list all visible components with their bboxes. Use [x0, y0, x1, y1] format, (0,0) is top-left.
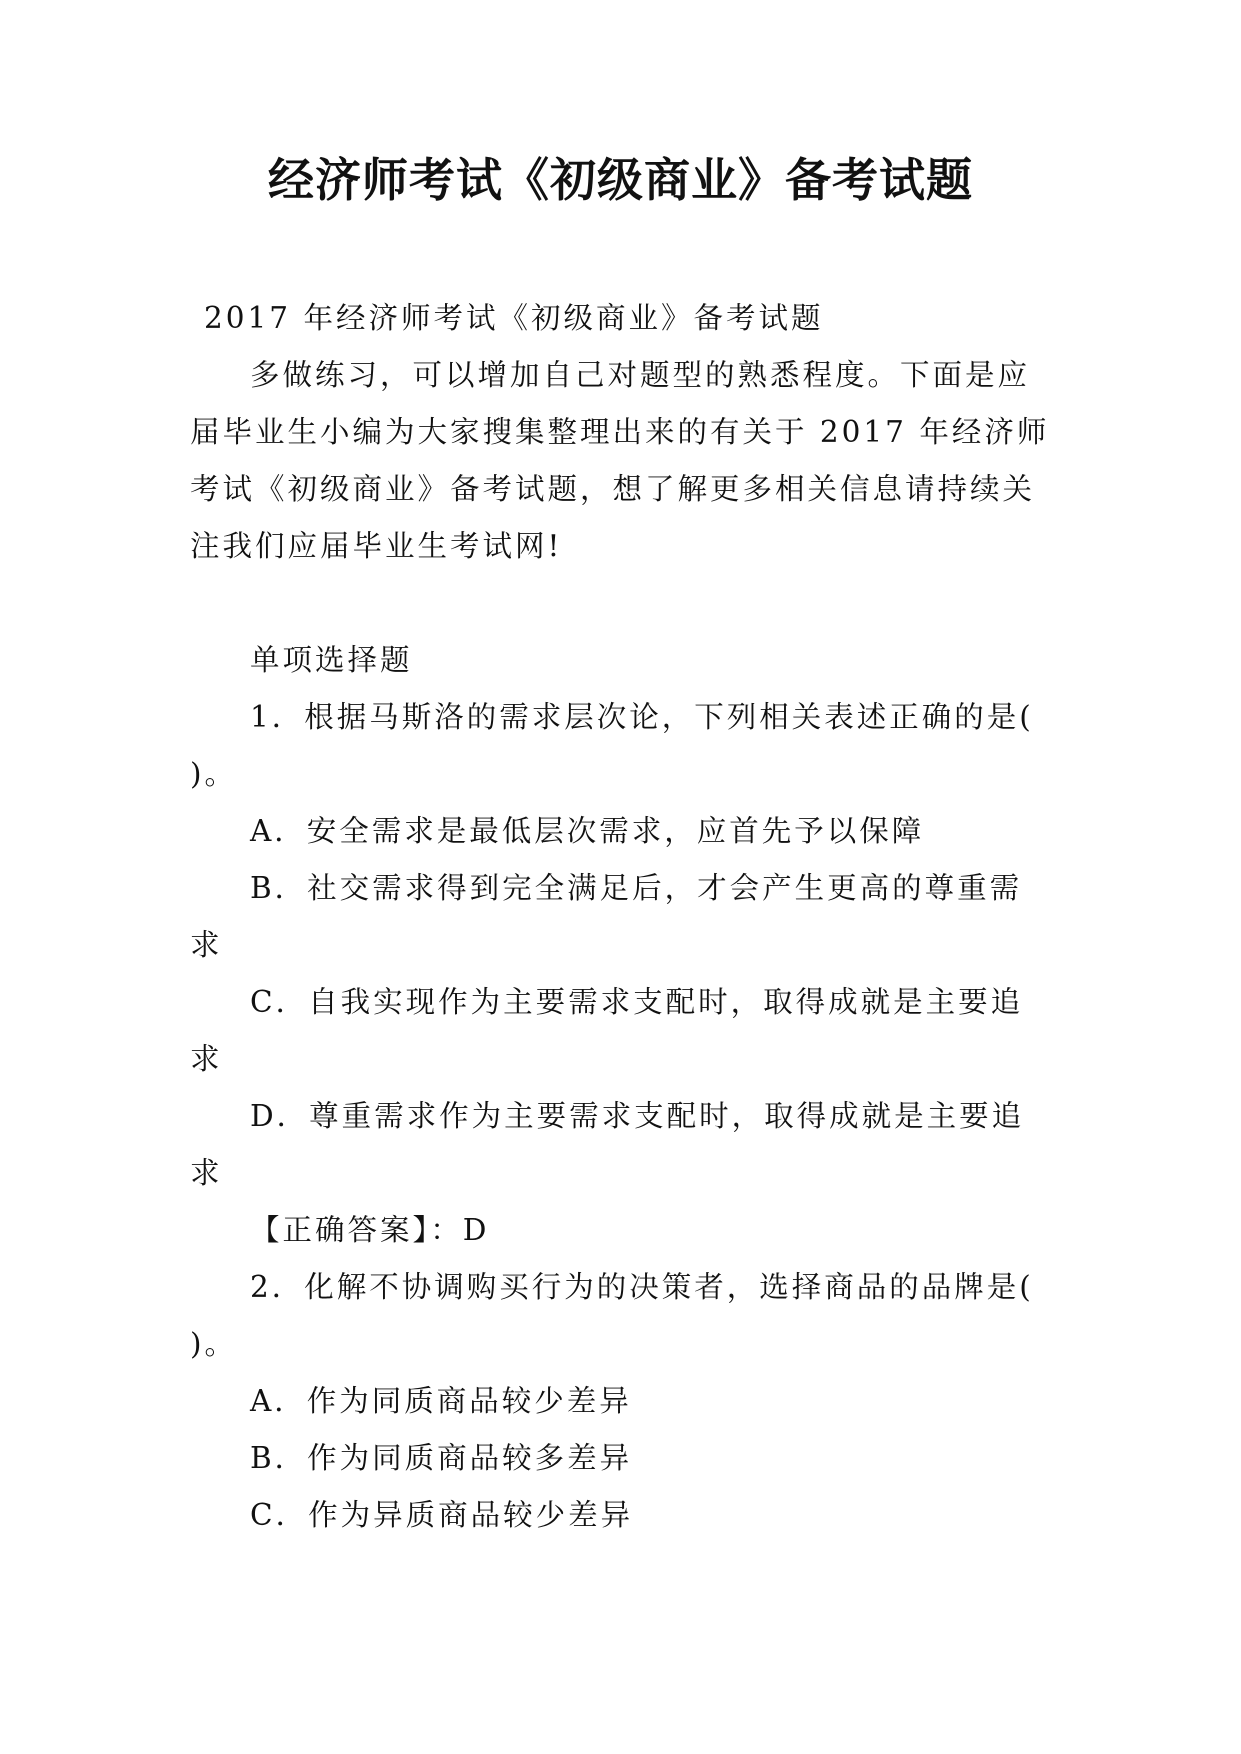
question-1-option-a: A．安全需求是最低层次需求，应首先予以保障 — [250, 814, 925, 848]
document-subtitle: 2017 年经济师考试《初级商业》备考试题 — [204, 301, 824, 335]
question-1-option-c: C．自我实现作为主要需求支配时，取得成就是主要追求 — [190, 985, 1024, 1076]
question-1-option-b: B．社交需求得到完全满足后，才会产生更高的尊重需求 — [190, 871, 1023, 962]
question-2-stem: 2．化解不协调购买行为的决策者，选择商品的品牌是( )。 — [190, 1270, 1034, 1361]
section-heading: 单项选择题 — [250, 643, 413, 677]
paragraph-spacer — [190, 575, 1050, 632]
intro-paragraph: 多做练习，可以增加自己对题型的熟悉程度。下面是应届毕业生小编为大家搜集整理出来的有关于 2017 年经济师考试《初级商业》备考试题，想了解更多相关信息请持续关注我们应届毕业生考试网! — [190, 358, 1050, 563]
question-2-option-a: A．作为同质商品较少差异 — [250, 1384, 632, 1418]
question-2-option-b: B．作为同质商品较多差异 — [250, 1441, 633, 1475]
question-1-option-d: D．尊重需求作为主要需求支配时，取得成就是主要追求 — [190, 1099, 1025, 1190]
question-2-option-c: C．作为异质商品较少差异 — [250, 1498, 634, 1532]
document-title: 经济师考试《初级商业》备考试题 — [268, 153, 973, 207]
document-body — [190, 290, 1050, 1544]
question-1-answer: 【正确答案】：D — [250, 1213, 490, 1247]
question-1-stem: 1．根据马斯洛的需求层次论，下列相关表述正确的是( )。 — [190, 700, 1034, 791]
